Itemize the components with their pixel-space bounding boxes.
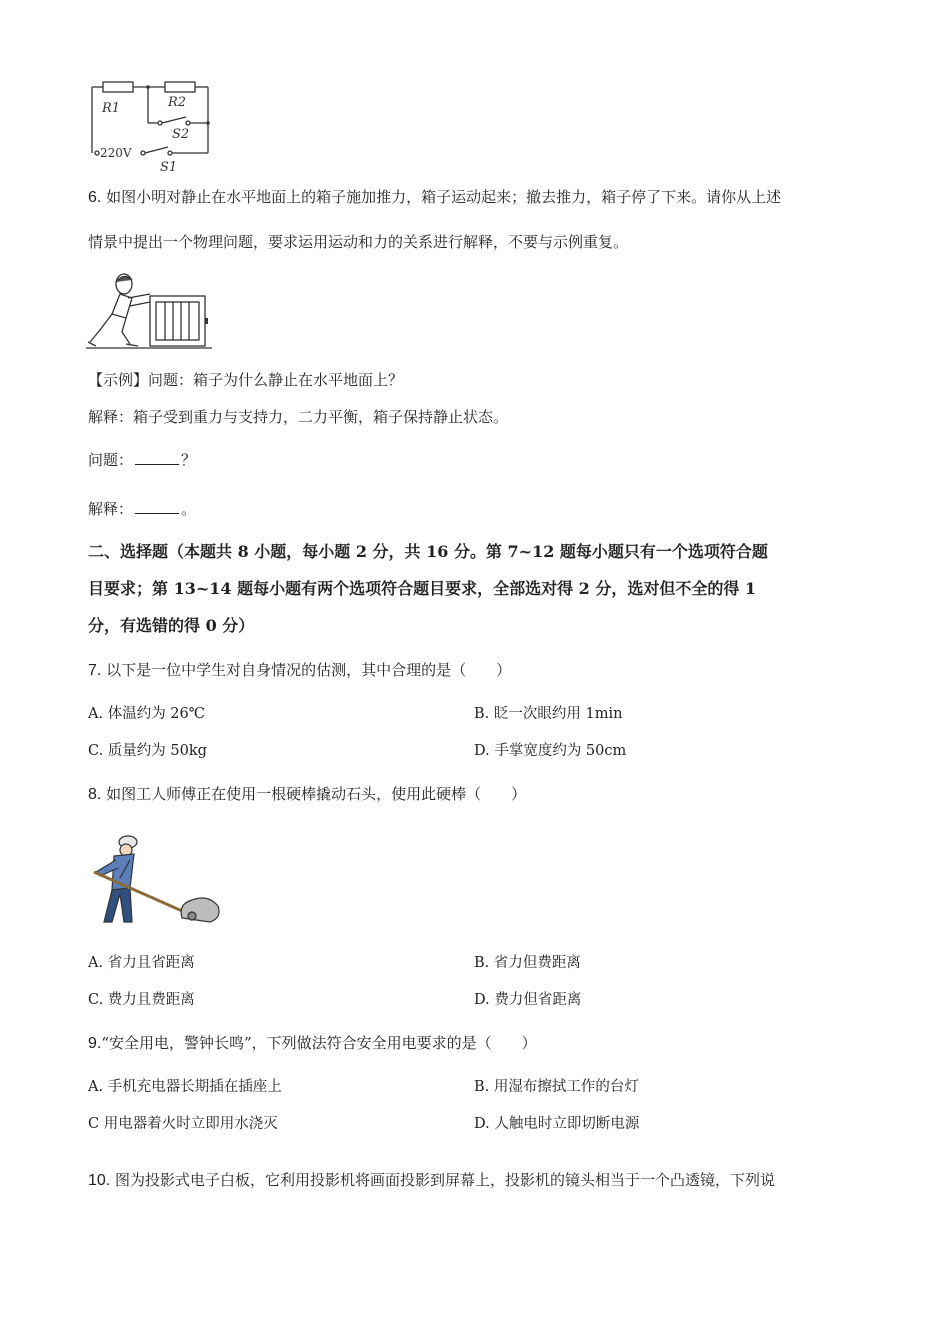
circuit-diagram [88,78,218,176]
section2-heading-line1: 二、选择题（本题共 8 小题，每小题 2 分，共 16 分。第 7~12 题每小题只有一个选项符合题 [88,542,768,561]
boy-pushing-box-figure [86,270,216,352]
q8-option-a[interactable]: A. 省力且省距离 [88,955,195,971]
q10-stem: 10. 图为投影式电子白板，它利用投影机将画面投影到屏幕上，投影机的镜头相当于一个凸透镜，下列说 [88,1171,776,1189]
q9-option-a[interactable]: A. 手机充电器长期插在插座上 [88,1079,282,1095]
q8-option-d[interactable]: D. 费力但省距离 [474,992,582,1008]
q6-question-blank: 问题： ？ [88,451,197,469]
answer-blank[interactable] [135,499,179,514]
s1-label: S1 [160,160,178,175]
q6-example-question: 【示例】问题：箱子为什么静止在水平地面上？ [88,371,404,389]
q7-stem: 7. 以下是一位中学生对自身情况的估测，其中合理的是（ ） [88,661,512,679]
s2-label: S2 [172,127,190,142]
r2-label: R2 [168,95,187,110]
r1-label: R1 [102,101,121,116]
worker-lever-figure [86,832,226,932]
q8-option-c[interactable]: C. 费力且费距离 [88,992,195,1008]
q6-line1: 6. 如图小明对静止在水平地面上的箱子施加推力，箱子运动起来；撤去推力，箱子停了下来。请你从上述 [88,188,782,206]
q9-option-b[interactable]: B. 用湿布擦拭工作的台灯 [474,1079,639,1095]
q9-stem: 9.“安全用电，警钟长鸣”，下列做法符合安全用电要求的是（ ） [88,1034,537,1052]
q7-option-c[interactable]: C. 质量约为 50kg [88,743,207,759]
section2-heading-line3: 分，有选错的得 0 分） [88,616,255,635]
q6-line2: 情景中提出一个物理问题，要求运用运动和力的关系进行解释，不要与示例重复。 [88,233,629,251]
q8-stem: 8. 如图工人师傅正在使用一根硬棒撬动石头，使用此硬棒（ ） [88,785,527,803]
q9-option-d[interactable]: D. 人触电时立即切断电源 [474,1116,640,1132]
voltage-label: 220V [100,146,132,160]
q7-option-a[interactable]: A. 体温约为 26℃ [88,706,205,722]
q7-option-b[interactable]: B. 眨一次眼约用 1min [474,706,623,722]
section2-heading-line2: 目要求；第 13~14 题每小题有两个选项符合题目要求，全部选对得 2 分，选对但不全的得 1 [88,579,757,598]
q8-option-b[interactable]: B. 省力但费距离 [474,955,581,971]
q6-answer-blank: 解释： 。 [88,500,197,518]
question-blank[interactable] [135,450,179,465]
q9-option-c[interactable]: C 用电器着火时立即用水浇灭 [88,1116,278,1132]
q7-option-d[interactable]: D. 手掌宽度约为 50cm [474,743,627,759]
q6-example-answer: 解释：箱子受到重力与支持力，二力平衡，箱子保持静止状态。 [88,408,509,426]
